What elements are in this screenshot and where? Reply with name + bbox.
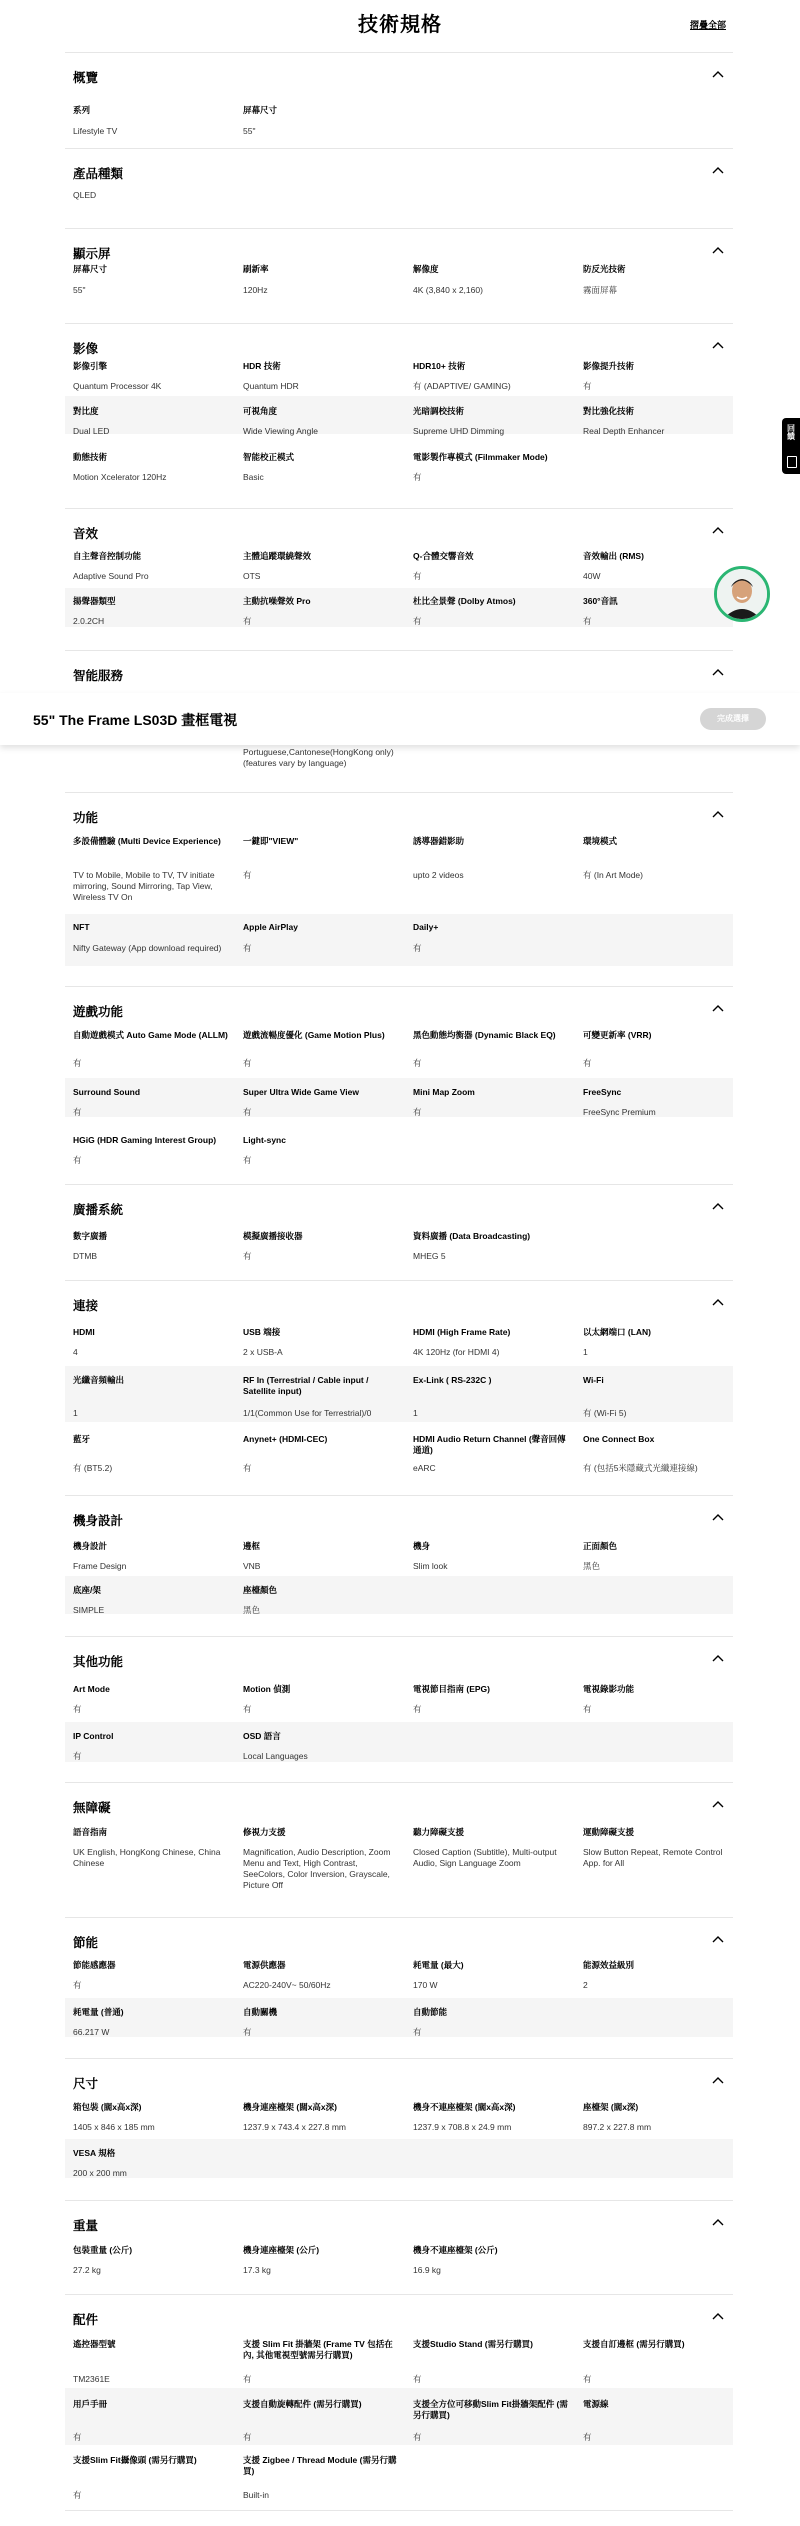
spec-value: Adaptive Sound Pro [73,571,149,581]
section-divider [65,1636,733,1637]
spec-label: 自動遊戲模式 Auto Game Mode (ALLM) [73,1030,228,1040]
spec-value: Dual LED [73,426,110,436]
spec-value: 有 [413,571,422,581]
section-divider [65,2510,733,2511]
spec-label: 以太網端口 (LAN) [583,1327,651,1337]
spec-value: 有 [413,2374,422,2384]
spec-value: 有 [243,1704,252,1714]
agent-photo-icon [717,569,767,619]
spec-label: 環境模式 [583,836,618,846]
spec-value: 1237.9 x 743.4 x 227.8 mm [243,2122,347,2132]
section-divider [65,1495,733,1496]
spec-value: 霧面屏幕 [583,285,618,295]
spec-label: 支援自訂邊框 (需另行購買) [583,2339,685,2349]
section-title-design[interactable]: 機身設計 [73,1514,124,1528]
section-title-weight[interactable]: 重量 [73,2219,99,2233]
chevron-up-icon[interactable] [712,1298,728,1310]
spec-value: 有 [583,616,592,626]
spec-label: HDR10+ 技術 [413,361,466,371]
section-title-other[interactable]: 其他功能 [73,1655,124,1669]
section-divider [65,2200,733,2201]
spec-value: 有 (Wi-Fi 5) [583,1408,627,1418]
spec-label: 支援全方位可移動Slim Fit掛牆架配件 (需另行購買) [413,2399,568,2420]
spec-value: 27.2 kg [73,2265,101,2275]
spec-label: 底座/架 [73,1585,101,1595]
spec-value: 有 [583,1058,592,1068]
spec-label: 邊框 [243,1541,261,1551]
spec-value: 120Hz [243,285,268,295]
chevron-up-icon[interactable] [712,1800,728,1812]
spec-value: 40W [583,571,601,581]
spec-label: Q-合體交響音效 [413,551,474,561]
spec-label: 包裝重量 (公斤) [73,2245,133,2255]
spec-value: Portuguese,Cantonese(HongKong only) (features vary by language) [243,747,394,768]
spec-value: 有 [413,1704,422,1714]
section-title-product-type[interactable]: 產品種類 [73,167,124,181]
spec-label: 智能校正模式 [243,452,295,462]
spec-value: Built-in [243,2490,269,2500]
spec-value: 有 [583,1704,592,1714]
spec-value: 897.2 x 227.8 mm [583,2122,652,2132]
spec-value: 1 [583,1347,588,1357]
section-title-display[interactable]: 顯示屏 [73,247,111,261]
spec-value: 有 [73,1751,82,1761]
spec-value: 有 [243,1463,252,1473]
spec-value: 有 [73,1704,82,1714]
spec-label: 支援Slim Fit攝像頭 (需另行購買) [73,2455,197,2465]
spec-label: HGiG (HDR Gaming Interest Group) [73,1135,217,1145]
spec-value: 2 x USB-A [243,1347,283,1357]
spec-label: 語音指南 [73,1827,108,1837]
section-divider [65,228,733,229]
spec-value: Slim look [413,1561,448,1571]
spec-label: HDMI (High Frame Rate) [413,1327,511,1337]
chevron-up-icon[interactable] [712,2312,728,2324]
spec-label: 模擬廣播接收器 [243,1231,303,1241]
spec-label: 座檯顏色 [243,1585,278,1595]
spec-value: 1/1(Common Use for Terrestrial)/0 [243,1408,372,1418]
spec-label: 用戶手冊 [73,2399,108,2409]
section-divider [65,986,733,987]
spec-value: 有 [243,616,252,626]
section-title-overview[interactable]: 概覽 [73,71,99,85]
spec-value: 有 (In Art Mode) [583,870,643,880]
spec-value: SIMPLE [73,1605,105,1615]
chevron-up-icon[interactable] [712,246,728,258]
spec-value: TV to Mobile, Mobile to TV, TV initiate mirroring, Sound Mirroring, Tap View, Wireless TV On [73,870,215,902]
spec-label: 杜比全景聲 (Dolby Atmos) [413,596,516,606]
product-title: 55" The Frame LS03D 畫框電視 [33,712,238,728]
spec-label: 資料廣播 (Data Broadcasting) [413,1231,531,1241]
spec-value: Quantum HDR [243,381,299,391]
spec-value: 200 x 200 mm [73,2168,127,2178]
chevron-up-icon[interactable] [712,1654,728,1666]
spec-value: Supreme UHD Dimming [413,426,505,436]
spec-label: 動態技術 [73,452,108,462]
spec-value: 有 [583,2374,592,2384]
spec-value: 1405 x 846 x 185 mm [73,2122,155,2132]
feedback-tab[interactable] [782,418,800,474]
spec-value: 有 [243,1058,252,1068]
section-title-gaming[interactable]: 遊戲功能 [73,1005,124,1019]
spec-value: OTS [243,571,261,581]
spec-value: 55" [73,285,86,295]
spec-label: 光暗調校技術 [413,406,465,416]
section-title-accessories[interactable]: 配件 [73,2313,99,2327]
section-title-accessibility[interactable]: 無障礙 [73,1801,111,1815]
feedback-label: 回饋 [786,424,796,440]
spec-value: 有 [243,943,252,953]
spec-label: 支援自動旋轉配件 (需另行購買) [243,2399,362,2409]
spec-value: 有 [413,2027,422,2037]
spec-label: 機身不連座檯架 (闊x高x深) [413,2102,516,2112]
section-divider [65,1917,733,1918]
spec-label: 電影製作專模式 (Filmmaker Mode) [413,452,548,462]
spec-label: 電源供應器 [243,1960,286,1970]
spec-label: 機身連座檯架 (公斤) [243,2245,320,2255]
chevron-up-icon[interactable] [712,2218,728,2230]
spec-label: 電視節目指南 (EPG) [413,1684,490,1694]
spec-label: 360°音訊 [583,596,618,606]
spec-value: Real Depth Enhancer [583,426,665,436]
spec-value: Quantum Processor 4K [73,381,162,391]
chevron-up-icon[interactable] [712,341,728,353]
chevron-up-icon[interactable] [712,1935,728,1947]
spec-label: 影像引擎 [73,361,108,371]
spec-label: 運動障礙支援 [583,1827,635,1837]
spec-label: 耗電量 (最大) [413,1960,464,1970]
sticky-product-bar [0,693,800,745]
spec-value: 有 [73,2432,82,2442]
spec-label: 正面顏色 [583,1541,618,1551]
spec-value: 170 W [413,1980,438,1990]
spec-value: 2 [583,1980,588,1990]
spec-label: Daily+ [413,922,439,932]
spec-value: Closed Caption (Subtitle), Multi-output Audio, Sign Language Zoom [413,1847,557,1868]
spec-value: 有 [243,2374,252,2384]
spec-label: 屏幕尺寸 [73,264,108,274]
spec-value: 有 (ADAPTIVE/ GAMING) [413,381,511,391]
section-title-broadcast[interactable]: 廣播系統 [73,1203,124,1217]
spec-value: 有 [583,2432,592,2442]
spec-value: VNB [243,1561,261,1571]
spec-value: 有 (BT5.2) [73,1463,113,1473]
spec-value: 有 [413,616,422,626]
section-divider [65,2294,733,2295]
chevron-up-icon[interactable] [712,1202,728,1214]
spec-value: 有 [413,1058,422,1068]
spec-label: HDMI Audio Return Channel (聲音回傳通道) [413,1434,566,1455]
spec-value: Magnification, Audio Description, Zoom Menu and Text, High Contrast, SeeColors, Color Inversion, Grayscale, Picture Off [243,1847,391,1890]
spec-label: 防反光技術 [583,264,626,274]
spec-value: TM2361E [73,2374,110,2384]
spec-label: Ex-Link ( RS-232C ) [413,1375,492,1385]
spec-label: 屏幕尺寸 [243,105,278,115]
spec-label: Art Mode [73,1684,110,1694]
feedback-icon [787,456,797,468]
spec-label: 多設備體驗 (Multi Device Experience) [73,836,221,846]
section-title-features[interactable]: 功能 [73,811,99,825]
spec-label: Mini Map Zoom [413,1087,475,1097]
chevron-up-icon[interactable] [712,526,728,538]
spec-label: 自動關機 [243,2007,278,2017]
spec-label: 刷新率 [243,264,269,274]
spec-label: 藍牙 [73,1434,91,1444]
section-divider [65,2058,733,2059]
spec-label: Surround Sound [73,1087,141,1097]
spec-label: 一鍵即"VIEW" [243,836,299,846]
spec-label: One Connect Box [583,1434,655,1444]
spec-label: USB 端接 [243,1327,281,1337]
section-title-dimensions[interactable]: 尺寸 [73,2077,99,2091]
section-divider [65,1280,733,1281]
spec-value: Motion Xcelerator 120Hz [73,472,167,482]
section-divider [65,148,733,149]
spec-value: 66.217 W [73,2027,110,2037]
section-title-power[interactable]: 節能 [73,1936,99,1950]
spec-value: 有 [73,1980,82,1990]
spec-label: 對比度 [73,406,99,416]
spec-value: Wide Viewing Angle [243,426,318,436]
spec-label: 對比強化技術 [583,406,635,416]
spec-value: 1 [413,1408,418,1418]
chevron-up-icon[interactable] [712,166,728,178]
section-title-video[interactable]: 影像 [73,342,99,356]
spec-value: 2.0.2CH [73,616,105,626]
spec-label: HDR 技術 [243,361,281,371]
spec-value: 1237.9 x 708.8 x 24.9 mm [413,2122,512,2132]
spec-value: 有 (包括5米隱藏式光纖連接線) [583,1463,698,1473]
collapse-all-link[interactable]: 摺疊全部 [690,20,727,30]
spec-label: 數字廣播 [73,1231,108,1241]
spec-label: 電視錄影功能 [583,1684,635,1694]
spec-value: 有 [73,1155,82,1165]
spec-label: 解像度 [413,264,439,274]
spec-label: RF In (Terrestrial / Cable input / Satellite input) [243,1375,369,1396]
spec-value: 有 [243,1251,252,1261]
spec-value: 有 [73,1107,82,1117]
spec-value: 有 [243,2432,252,2442]
spec-label: 光纖音頻輸出 [73,1375,125,1385]
spec-value: 4K 120Hz (for HDMI 4) [413,1347,500,1357]
spec-value: 有 [413,943,422,953]
section-title-smart[interactable]: 智能服務 [73,669,124,683]
spec-value: 17.3 kg [243,2265,271,2275]
chat-agent-avatar[interactable] [714,566,770,622]
spec-value: 有 [583,381,592,391]
spec-label: 自主聲音控制功能 [73,551,142,561]
spec-value: 有 [243,1155,252,1165]
spec-value: 有 [73,2490,82,2500]
spec-value: 55" [243,126,256,136]
spec-value: 16.9 kg [413,2265,441,2275]
section-divider [65,1184,733,1185]
spec-label: Apple AirPlay [243,922,298,932]
spec-label: 遊戲流暢度優化 (Game Motion Plus) [243,1030,385,1040]
spec-value: AC220-240V~ 50/60Hz [243,1980,331,1990]
spec-value: 有 [243,2027,252,2037]
spec-label: HDMI [73,1327,95,1337]
section-divider [65,323,733,324]
spec-value: UK English, HongKong Chinese, China Chinese [73,1847,221,1868]
complete-selection-button[interactable]: 完成選擇 [700,708,766,730]
spec-label: Super Ultra Wide Game View [243,1087,359,1097]
chevron-up-icon[interactable] [712,1513,728,1525]
spec-value: Nifty Gateway (App download required) [73,943,222,953]
page-title: 技術規格 [358,14,442,36]
spec-label: 箱包裝 (闊x高x深) [73,2102,142,2112]
spec-value: QLED [73,190,97,200]
spec-label: 座檯架 (闊x深) [583,2102,639,2112]
chevron-up-icon[interactable] [712,1004,728,1016]
spec-label: Light-sync [243,1135,286,1145]
spec-value: 有 [243,870,252,880]
spec-label: 支援Studio Stand (需另行購買) [413,2339,533,2349]
spec-label: 機身 [413,1541,431,1551]
spec-value: 有 [73,1058,82,1068]
spec-label: 誘導器錯影助 [413,836,465,846]
spec-value: upto 2 videos [413,870,464,880]
spec-value: 1 [73,1408,78,1418]
spec-label: 電源線 [583,2399,609,2409]
spec-value: 有 [413,2432,422,2442]
chevron-up-icon[interactable] [712,2076,728,2088]
spec-label: 支援 Slim Fit 掛牆架 (Frame TV 包括在內, 其他電視型號需另行購買) [243,2339,393,2360]
spec-label: 影像提升技術 [583,361,635,371]
chevron-up-icon[interactable] [712,668,728,680]
spec-value: 4K (3,840 x 2,160) [413,285,483,295]
spec-label: FreeSync [583,1087,622,1097]
spec-label: 能源效益級別 [583,1960,635,1970]
spec-label: OSD 語言 [243,1731,281,1741]
spec-label: Anynet+ (HDMI-CEC) [243,1434,328,1444]
chevron-up-icon[interactable] [712,70,728,82]
spec-label: 黑色動態均衡器 (Dynamic Black EQ) [413,1030,556,1040]
spec-label: VESA 規格 [73,2148,116,2158]
spec-value: Lifestyle TV [73,126,118,136]
spec-label: NFT [73,922,90,932]
spec-value: Basic [243,472,264,482]
spec-label: 節能感應器 [73,1960,116,1970]
spec-label: 主體追蹤環繞聲效 [243,551,312,561]
section-divider [65,1782,733,1783]
spec-value: 黑色 [243,1605,261,1615]
spec-value: Local Languages [243,1751,308,1761]
spec-value: eARC [413,1463,436,1473]
spec-value: 黑色 [583,1561,601,1571]
spec-label: 揚聲器類型 [73,596,116,606]
spec-label: 修視力支援 [243,1827,286,1837]
spec-value: 有 [413,1107,422,1117]
spec-value: DTMB [73,1251,98,1261]
section-divider [65,508,733,509]
spec-label: Wi-Fi [583,1375,604,1385]
section-divider [65,52,733,53]
spec-label: 可變更新率 (VRR) [583,1030,652,1040]
spec-label: 耗電量 (普通) [73,2007,124,2017]
spec-value: Slow Button Repeat, Remote Control App. for All [583,1847,723,1868]
spec-label: 遙控器型號 [73,2339,116,2349]
spec-label: 機身連座檯架 (闊x高x深) [243,2102,337,2112]
spec-label: 可視角度 [243,406,278,416]
spec-label: Motion 偵測 [243,1684,291,1694]
spec-value: MHEG 5 [413,1251,446,1261]
spec-value: 有 [413,472,422,482]
spec-label: 支援 Zigbee / Thread Module (需另行購買) [243,2455,397,2476]
section-divider [65,650,733,651]
section-title-connectivity[interactable]: 連接 [73,1299,99,1313]
spec-value: Frame Design [73,1561,127,1571]
spec-value: 有 [243,1107,252,1117]
spec-label: 機身不連座檯架 (公斤) [413,2245,498,2255]
spec-label: IP Control [73,1731,114,1741]
spec-label: 自動節能 [413,2007,448,2017]
spec-label: 聽力障礙支援 [413,1827,465,1837]
spec-label: 機身設計 [73,1541,108,1551]
spec-value: 4 [73,1347,78,1357]
section-title-audio[interactable]: 音效 [73,527,99,541]
chevron-up-icon[interactable] [712,810,728,822]
spec-label: 音效輸出 (RMS) [583,551,644,561]
section-divider [65,792,733,793]
spec-label: 系列 [73,105,91,115]
spec-label: 主動抗噪聲效 Pro [243,596,311,606]
spec-value: FreeSync Premium [583,1107,656,1117]
